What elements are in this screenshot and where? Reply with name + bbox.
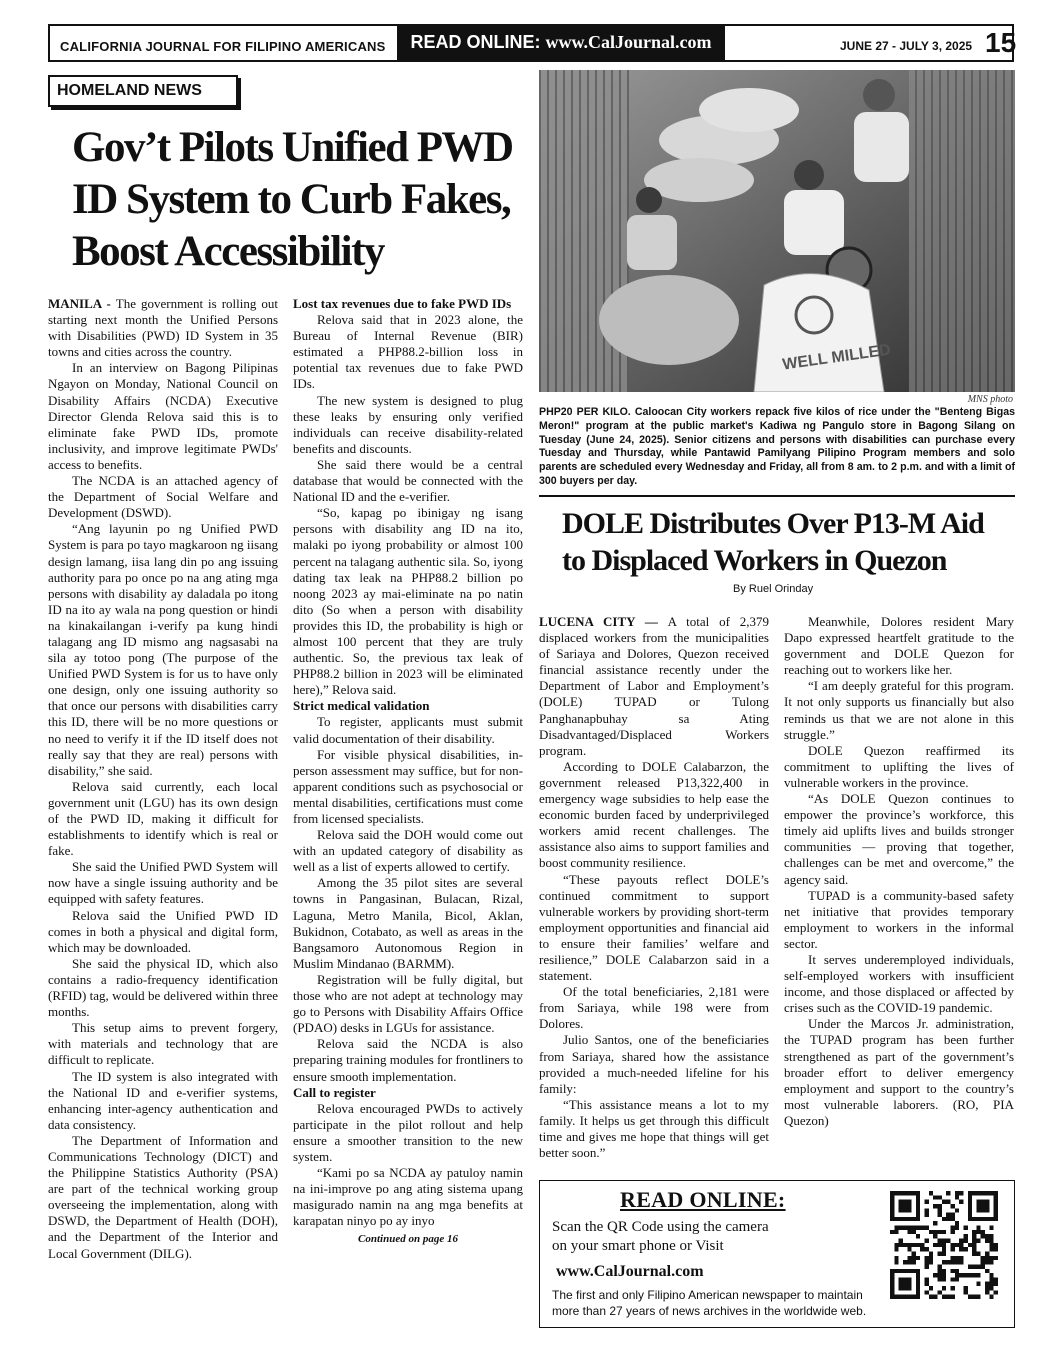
paragraph: Relova said currently, each local government unit (LGU) has its own design of the PWD ID, making it difficult for establishments to identify which is real or fake. xyxy=(48,778,278,859)
paragraph xyxy=(48,296,278,360)
photo-credit: MNS photo xyxy=(967,394,1013,405)
publication-name: CALIFORNIA JOURNAL FOR FILIPINO AMERICANS xyxy=(60,39,386,54)
news-photo xyxy=(539,70,1015,392)
read-online-banner[interactable] xyxy=(397,24,725,62)
paragraph: “So, kapag po ibinigay ng isang persons with disability ang ID na ito, malaki po iyong probability or almost 100 percent na talagang authentic sila. So, iyong dating tax leak na PHP88.2 billion po noong 2023 ay mai-eliminate na po natin dito (So when a person with disability provides this ID, the probability is high or almost 100 percent that they are truly authentic. So, the previous tax leak of PHP88.2 billion in 2023 will be eliminated here),” Relova said. xyxy=(293,505,523,698)
paragraph: In an interview on Bagong Pilipinas Ngayon on Monday, National Council on Disability Affairs (NCDA) Executive Director Glenda Relova said this is to eliminate fake PWD IDs, promote inclusivity, and improve legitimate PWDs' access to benefits. xyxy=(48,360,278,472)
paragraph: The ID system is also integrated with the National ID and e-verifier systems, enhancing inter-agency authentication and data consistency. xyxy=(48,1068,278,1132)
photo-caption: PHP20 PER KILO. Caloocan City workers repack five kilos of rice under the "Benteng Bigas Meron!" program at the public market's Kadiwa ng Pangulo store in Bagong Silang on Tuesday (June 24, 2025). Senior citizens and persons with disabilities can purchase every Tuesday and Thursday, while Pantawid Pamilyang Pilipino Program members and solo parents are scheduled every Wednesday and Friday, all from 8 am. to 2 p.m. and with a limit of 300 buyers per day. xyxy=(539,406,1015,487)
paragraph: The NCDA is an attached agency of the Department of Social Welfare and Development (DSWD). xyxy=(48,473,278,521)
paragraph: DOLE Quezon reaffirmed its commitment to uplifting the lives of vulnerable workers in the province. xyxy=(784,742,1014,790)
paragraph xyxy=(539,614,769,759)
article1-column-1 xyxy=(48,296,278,1262)
rice-repacking-photo xyxy=(539,70,1015,392)
read-online-note: The first and only Filipino American newspaper to maintain more than 27 years of news archives in the worldwide web. xyxy=(552,1288,867,1318)
read-online-label: READ ONLINE: xyxy=(410,32,541,52)
issue-date: JUNE 27 - JULY 3, 2025 xyxy=(840,39,973,53)
paragraph: “These payouts reflect DOLE’s continued commitment to support vulnerable workers by providing short-term employment opportunities and financial aid to ensure their families’ welfare and resilience,” DOLE Calabarzon said in a statement. xyxy=(539,871,769,984)
page-number: 15 xyxy=(985,27,1017,58)
paragraph: The Department of Information and Communications Technology (DICT) and the Philippine Statistics Authority (PSA) are part of the technical working group overseeing the implementation, along with DSWD, the Department of Health (DOH), and the Department of the Interior and Local Government (DILG). xyxy=(48,1132,278,1261)
continued-note: Continued on page 16 xyxy=(358,1233,458,1246)
dateline: LUCENA CITY — xyxy=(539,614,668,629)
paragraph: She said there would be a central database that would be connected with the National ID and the e-verifier. xyxy=(293,456,523,505)
subheading: Strict medical validation xyxy=(293,698,430,714)
article2-column-2 xyxy=(784,614,1014,1129)
paragraph: “Ang layunin po ng Unified PWD System is para po tayo magkaroon ng iisang design lamang, iisa lang din po ang issuing authority para po once po na ang ating mga persons with disability ay daladala po itong ID na ito ay wala na pong question or hindi na kinakailangan i-verify pa kung hindi talagang ang ID mismo ang nagsasabi na sila ay totoo pong (The purpose of the Unified PWD System is for us to have only one design, only one issuing authority so that once our persons with disabilities carry this ID, there will be no more questions or no need to verify it if the ID itself does not really say that they are real) persons with disability,” she said. xyxy=(48,521,278,778)
paragraph: According to DOLE Calabarzon, the government released P13,322,400 in emergency wage subsidies to help ease the economic burden faced by underprivileged workers amid recent challenges. The assistance also aims to support families and boost community resilience. xyxy=(539,758,769,871)
paragraph: It serves underemployed individuals, self-employed workers with insufficient income, and those displaced or affected by crises such as the COVID-19 pandemic. xyxy=(784,951,1014,1016)
qr-code-icon[interactable] xyxy=(890,1191,998,1299)
paragraph: Relova said the DOH would come out with an updated category of disability as well as a list of experts allowed to certify. xyxy=(293,827,523,875)
paragraph: Meanwhile, Dolores resident Mary Dapo expressed heartfelt gratitude to the government and DOLE Quezon for reaching out to workers like her. xyxy=(784,614,1014,678)
paragraph: Relova encouraged PWDs to actively participate in the pilot rollout and help ensure a smoother transition to the new system. xyxy=(293,1100,523,1164)
paragraph: The new system is designed to plug these leaks by ensuring only verified individuals can receive disability-related benefits and discounts. xyxy=(293,392,523,456)
paragraph: “As DOLE Quezon continues to empower the province’s workforce, this timely aid uplifts lives and builds stronger communities — proving that together, challenges can be met and overcome,” the agency said. xyxy=(784,791,1014,887)
masthead xyxy=(48,24,1017,62)
caption-divider xyxy=(539,495,1015,497)
masthead-url[interactable]: www.CalJournal.com xyxy=(545,32,712,52)
article2-column-1 xyxy=(539,614,769,1161)
dateline: MANILA - xyxy=(48,296,116,311)
sack-label: WELL MILLED xyxy=(781,341,892,374)
paragraph: She said the Unified PWD System will now have a single issuing authority and be equipped with safety features. xyxy=(48,859,278,907)
read-online-box xyxy=(539,1180,1015,1328)
paragraph: Of the total beneficiaries, 2,181 were from Sariaya, while 198 were from Dolores. xyxy=(539,984,769,1032)
paragraph: To register, applicants must submit valid documentation of their disability. xyxy=(293,714,523,746)
article2-headline: DOLE Distributes Over P13-M Aid to Displaced Workers in Quezon xyxy=(562,507,984,577)
section-label: HOMELAND NEWS xyxy=(48,75,238,107)
paragraph: “This assistance means a lot to my family. It helps us get through this difficult time and gives me hope that things will get better soon.” xyxy=(539,1096,769,1161)
paragraph: Registration will be fully digital, but those who are not adept at technology may go to Persons with Disability Affairs Office (PDAO) desks in LGUs for assistance. xyxy=(293,971,523,1036)
paragraph: This setup aims to prevent forgery, with materials and technology that are difficult to replicate. xyxy=(48,1020,278,1068)
lead-text: The government is rolling out starting next month the Unified Persons with Disabilities (PWD) ID System in 35 towns and cities across the country. xyxy=(48,296,278,360)
paragraph: She said the physical ID, which also contains a radio-frequency identification (RFID) tag, would be delivered within three months. xyxy=(48,955,278,1020)
paragraph: Under the Marcos Jr. administration, the TUPAD program has been further strengthened as part of the government’s broader effort to deliver emergency employment and support to the country’s most vulnerable laborers. (RO, PIA Quezon) xyxy=(784,1016,1014,1128)
paragraph: Relova said the NCDA is also preparing training modules for frontliners to ensure smooth implementation. xyxy=(293,1036,523,1084)
read-online-instruction-2: on your smart phone or Visit xyxy=(552,1238,724,1254)
lead-text: A total of 2,379 displaced workers from the municipalities of Sariaya and Dolores, Quezon received financial assistance recently under the Department of Labor and Employment’s (DOLE) TUPAD or Tulong Panghanapbuhay sa Ating Disadvantaged/Displaced Workers program. xyxy=(539,614,769,758)
paragraph: For visible physical disabilities, in-person assessment may suffice, but for non-apparent conditions such as psychosocial or mental disabilities, certifications must come from licensed specialists. xyxy=(293,746,523,826)
paragraph: Relova said that in 2023 alone, the Bureau of Internal Revenue (BIR) estimated a PHP88.2-billion loss in potential tax revenues due to fake PWD IDs. xyxy=(293,312,523,392)
paragraph: Among the 35 pilot sites are several towns in Pangasinan, Bulacan, Rizal, Laguna, Metro Manila, Bicol, Aklan, Bukidnon, Cotabato, as well as areas in the Bangsamoro Autonomous Region in Muslim Mindanao (BARMM). xyxy=(293,875,523,971)
paragraph: Julio Santos, one of the beneficiaries from Sariaya, shared how the assistance provided a much-needed lifeline for his family: xyxy=(539,1032,769,1096)
article1-column-2 xyxy=(293,296,523,1248)
article1-headline: Gov’t Pilots Unified PWD ID System to Curb Fakes, Boost Accessibility xyxy=(72,124,513,275)
read-online-url[interactable]: www.CalJournal.com xyxy=(556,1263,704,1280)
paragraph: Relova said the Unified PWD ID comes in both a physical and digital form, which may be downloaded. xyxy=(48,907,278,955)
article2-byline: By Ruel Orinday xyxy=(733,583,814,595)
subheading: Call to register xyxy=(293,1084,376,1100)
paragraph: TUPAD is a community-based safety net initiative that provides temporary employment to workers in the informal sector. xyxy=(784,887,1014,951)
paragraph: “I am deeply grateful for this program. It not only supports us financially but also reminds us that we are not alone in this struggle.” xyxy=(784,678,1014,742)
subheading: Lost tax revenues due to fake PWD IDs xyxy=(293,296,512,311)
read-online-title: READ ONLINE: xyxy=(620,1187,786,1212)
paragraph: “Kami po sa NCDA ay patuloy namin na ini-improve po ang ating sistema upang masigurado namin na ang mga benefits at karapatan ninyo po ay inyo xyxy=(293,1165,523,1229)
read-online-instruction-1: Scan the QR Code using the camera xyxy=(552,1219,769,1235)
